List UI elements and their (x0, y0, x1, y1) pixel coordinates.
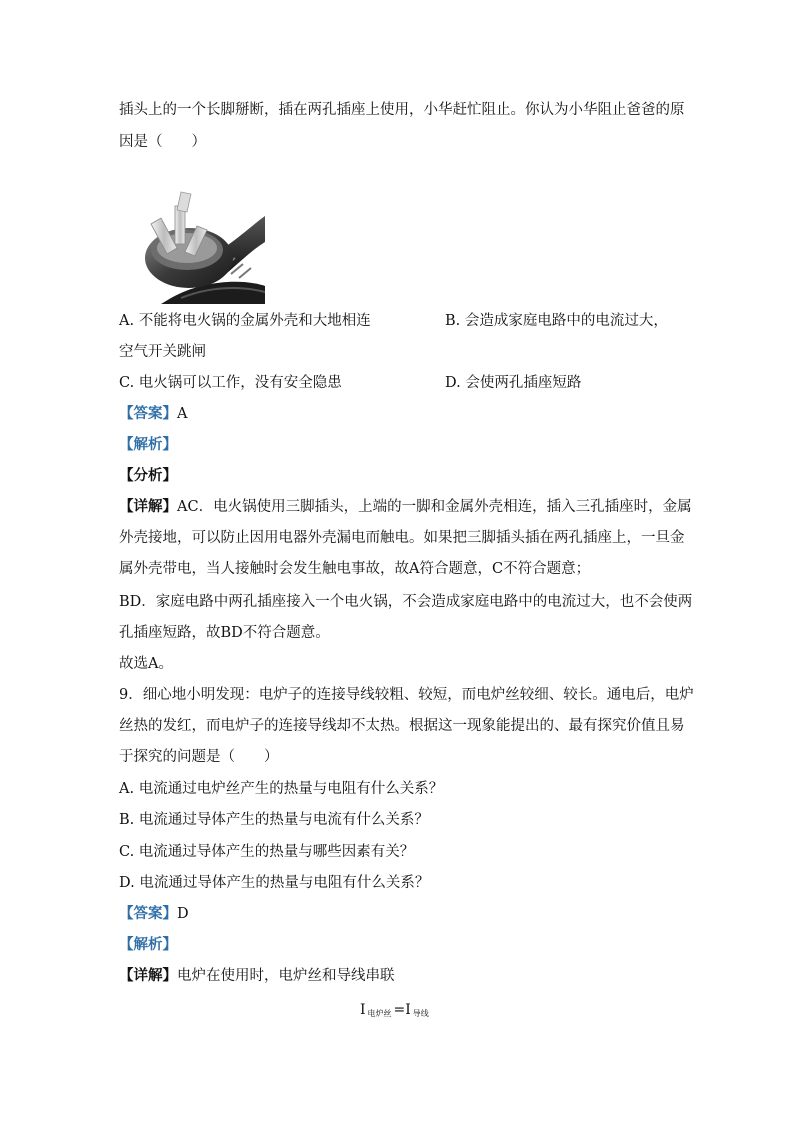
q8-answer (119, 404, 187, 424)
q8-detail-line2: 外壳接地，可以防止因用电器外壳漏电而触电。如果把三脚插头插在两孔插座上，一旦金 (119, 530, 685, 546)
q9-stem-line1: 9．细心地小明发现：电炉子的连接导线较粗、较短，而电炉丝较细、较长。通电后，电炉 (119, 687, 694, 703)
q8-option-a: A. 不能将电火锅的金属外壳和大地相连 (119, 313, 371, 329)
answer-tag: 【答案】 (119, 905, 177, 922)
q8-analysis-tag (119, 435, 177, 455)
fenxi-tag: 【分析】 (119, 467, 177, 484)
q8-detail-line3: 属外壳带电，当人接触时会发生触电事故，故A符合题意，C不符合题意； (119, 561, 591, 577)
detail-tag: 【详解】 (119, 967, 177, 984)
detail-text: AC．电火锅使用三脚插头，上端的一脚和金属外壳相连，插入三孔插座时，金属 (177, 499, 692, 515)
formula-sub1: 电炉丝 (367, 1009, 392, 1018)
q9-answer (119, 904, 189, 924)
detail-text: 电炉在使用时，电炉丝和导线串联 (177, 968, 395, 984)
q8-option-b-cont: 空气开关跳闸 (119, 344, 206, 360)
answer-tag: 【答案】 (119, 405, 177, 422)
q9-detail-line1 (119, 966, 395, 986)
q8-option-d: D. 会使两孔插座短路 (445, 375, 582, 391)
q9-option-d: D. 电流通过导体产生的热量与电阻有什么关系？ (119, 875, 430, 891)
q8-fenxi-tag (119, 466, 177, 486)
analysis-tag: 【解析】 (119, 936, 177, 953)
formula-i1: I (360, 1002, 366, 1018)
formula-eq: =I (393, 1002, 411, 1018)
formula-sub2: 导线 (412, 1009, 429, 1018)
q8-detail-line5: 孔插座短路，故BD不符合题意。 (119, 625, 330, 641)
q9-stem-line2: 丝热的发红，而电炉子的连接导线却不太热。根据这一现象能提出的、最有探究价值且易 (119, 718, 685, 734)
q8-stem-line1: 插头上的一个长脚掰断，插在两孔插座上使用，小华赶忙阻止。你认为小华阻止爸爸的原 (119, 102, 685, 118)
q9-analysis-tag (119, 935, 177, 955)
answer-value: D (177, 906, 189, 922)
q9-option-b: B. 电流通过导体产生的热量与电流有什么关系？ (119, 812, 429, 828)
q9-option-c: C. 电流通过导体产生的热量与哪些因素有关？ (119, 844, 415, 860)
answer-value: A (177, 406, 188, 422)
q8-detail-line1 (119, 497, 692, 517)
analysis-tag: 【解析】 (119, 436, 177, 453)
current-equation (360, 1000, 431, 1024)
detail-tag: 【详解】 (119, 498, 177, 515)
q8-detail-line4: BD．家庭电路中两孔插座接入一个电火锅，不会造成家庭电路中的电流过大，也不会使两 (119, 594, 693, 610)
q8-option-b: B. 会造成家庭电路中的电流过大， (445, 313, 668, 329)
q8-option-c: C. 电火锅可以工作，没有安全隐患 (119, 375, 342, 391)
three-pin-plug-image (141, 186, 265, 304)
q9-stem-line3: 于探究的问题是（ ） (119, 749, 279, 765)
q8-conclusion: 故选A。 (119, 656, 173, 672)
q9-option-a: A. 电流通过电炉丝产生的热量与电阻有什么关系？ (119, 781, 444, 797)
q8-stem-line2: 因是（ ） (119, 134, 206, 150)
